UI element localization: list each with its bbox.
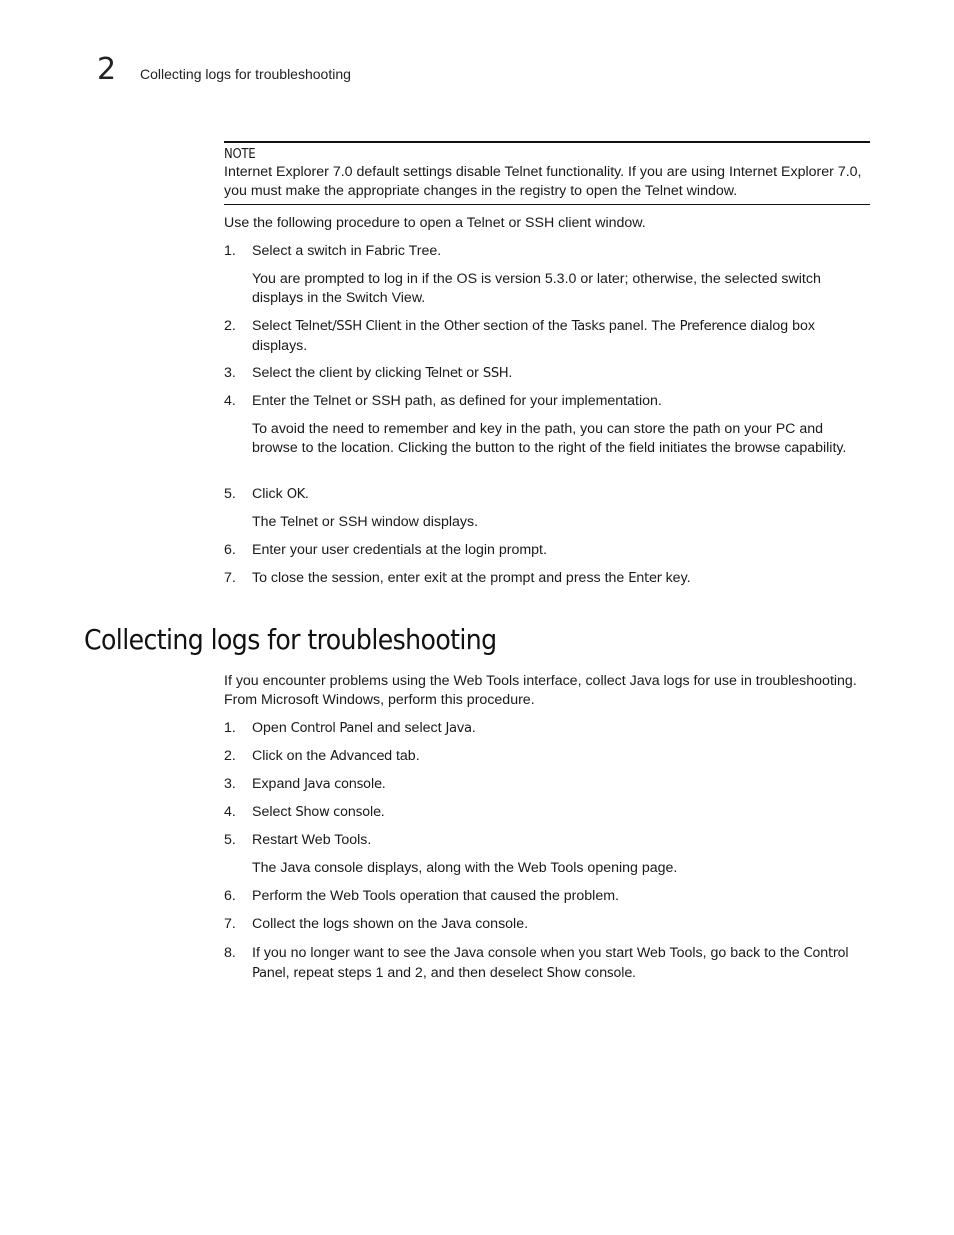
step-number: 3. [224,776,236,792]
step-number: 1. [224,720,236,736]
step-text: Collect the logs shown on the Java console. [252,916,529,932]
ui-term: Enter [628,571,662,586]
step-text: Enter the Telnet or SSH path, as defined for your implementation. [252,393,662,409]
ui-term: Java console [304,777,382,792]
step-number: 4. [224,393,236,409]
step-number: 2. [224,748,236,764]
chapter-number: 2 [97,52,117,87]
step-text: Restart Web Tools. [252,832,372,848]
telnet-step-5-detail: The Telnet or SSH window displays. [252,514,479,530]
running-title: Collecting logs for troubleshooting [140,66,351,82]
step-number: 6. [224,542,236,558]
note-label: NOTE [224,147,256,162]
step-text: To close the session, enter exit at the prompt and press the Enter key. [252,570,691,586]
step-number: 5. [224,832,236,848]
step-text: Open Control Panel and select Java. [252,720,476,736]
logs-step-5-detail: The Java console displays, along with the Web Tools opening page. [252,860,678,876]
telnet-intro: Use the following procedure to open a Telnet or SSH client window. [224,215,646,231]
step-text: Perform the Web Tools operation that caused the problem. [252,888,619,904]
telnet-step-1-detail: You are prompted to log in if the OS is version 5.3.0 or later; otherwise, the selected switch displays in the Switch View. [252,271,821,306]
ui-term: Java [445,721,472,736]
section-heading: Collecting logs for troubleshooting [84,623,497,656]
step-text: Select Telnet/SSH Client in the Other section of the Tasks panel. The Preference dialog box displays. [252,318,815,354]
step-text: Select the client by clicking Telnet or SSH. [252,365,513,381]
step-number: 8. [224,945,236,961]
step-number: 4. [224,804,236,820]
step-text: Select a switch in Fabric Tree. [252,243,442,259]
step-text: Expand Java console. [252,776,386,792]
step-number: 5. [224,486,236,502]
ui-term: Control Panel [290,721,373,736]
step-text: Select Show console. [252,804,385,820]
ui-term: Show console [295,805,381,820]
ui-term: Telnet [425,366,463,381]
ui-term: Advanced [330,749,393,764]
step-number: 7. [224,916,236,932]
ui-term: Control Panel [252,946,849,981]
step-number: 3. [224,365,236,381]
ui-term: Preference [679,319,747,334]
step-text: Click on the Advanced tab. [252,748,420,764]
ui-term: OK [286,487,305,502]
ui-term: Show console [546,965,633,981]
step-number: 7. [224,570,236,586]
ui-term: exit [423,571,447,586]
ui-term: Telnet/SSH Client [295,319,402,334]
step-number: 6. [224,888,236,904]
ui-term: Tasks [571,319,605,334]
logs-intro: If you encounter problems using the Web Tools interface, collect Java logs for use in troubleshooting. From Microsoft Windows, perform this procedure. [224,673,857,708]
step-number: 2. [224,318,236,334]
note-text: Internet Explorer 7.0 default settings disable Telnet functionality. If you are using Internet Explorer 7.0, you must make the appropriate changes in the registry to open the Telnet window. [224,164,862,199]
step-text: Enter your user credentials at the login prompt. [252,542,547,558]
note-box [224,141,870,205]
telnet-step-4-detail: To avoid the need to remember and key in the path, you can store the path on your PC and browse to the location. Clicking the button to the right of the field initiates the browse capability. [252,421,847,456]
ui-term: SSH [482,366,509,381]
step-number: 1. [224,243,236,259]
ui-term: Other [443,319,480,334]
step-text: Click OK. [252,486,309,502]
step-text: If you no longer want to see the Java console when you start Web Tools, go back to the Control Panel, repeat steps 1 and 2, and then deselect Show console. [252,945,849,981]
